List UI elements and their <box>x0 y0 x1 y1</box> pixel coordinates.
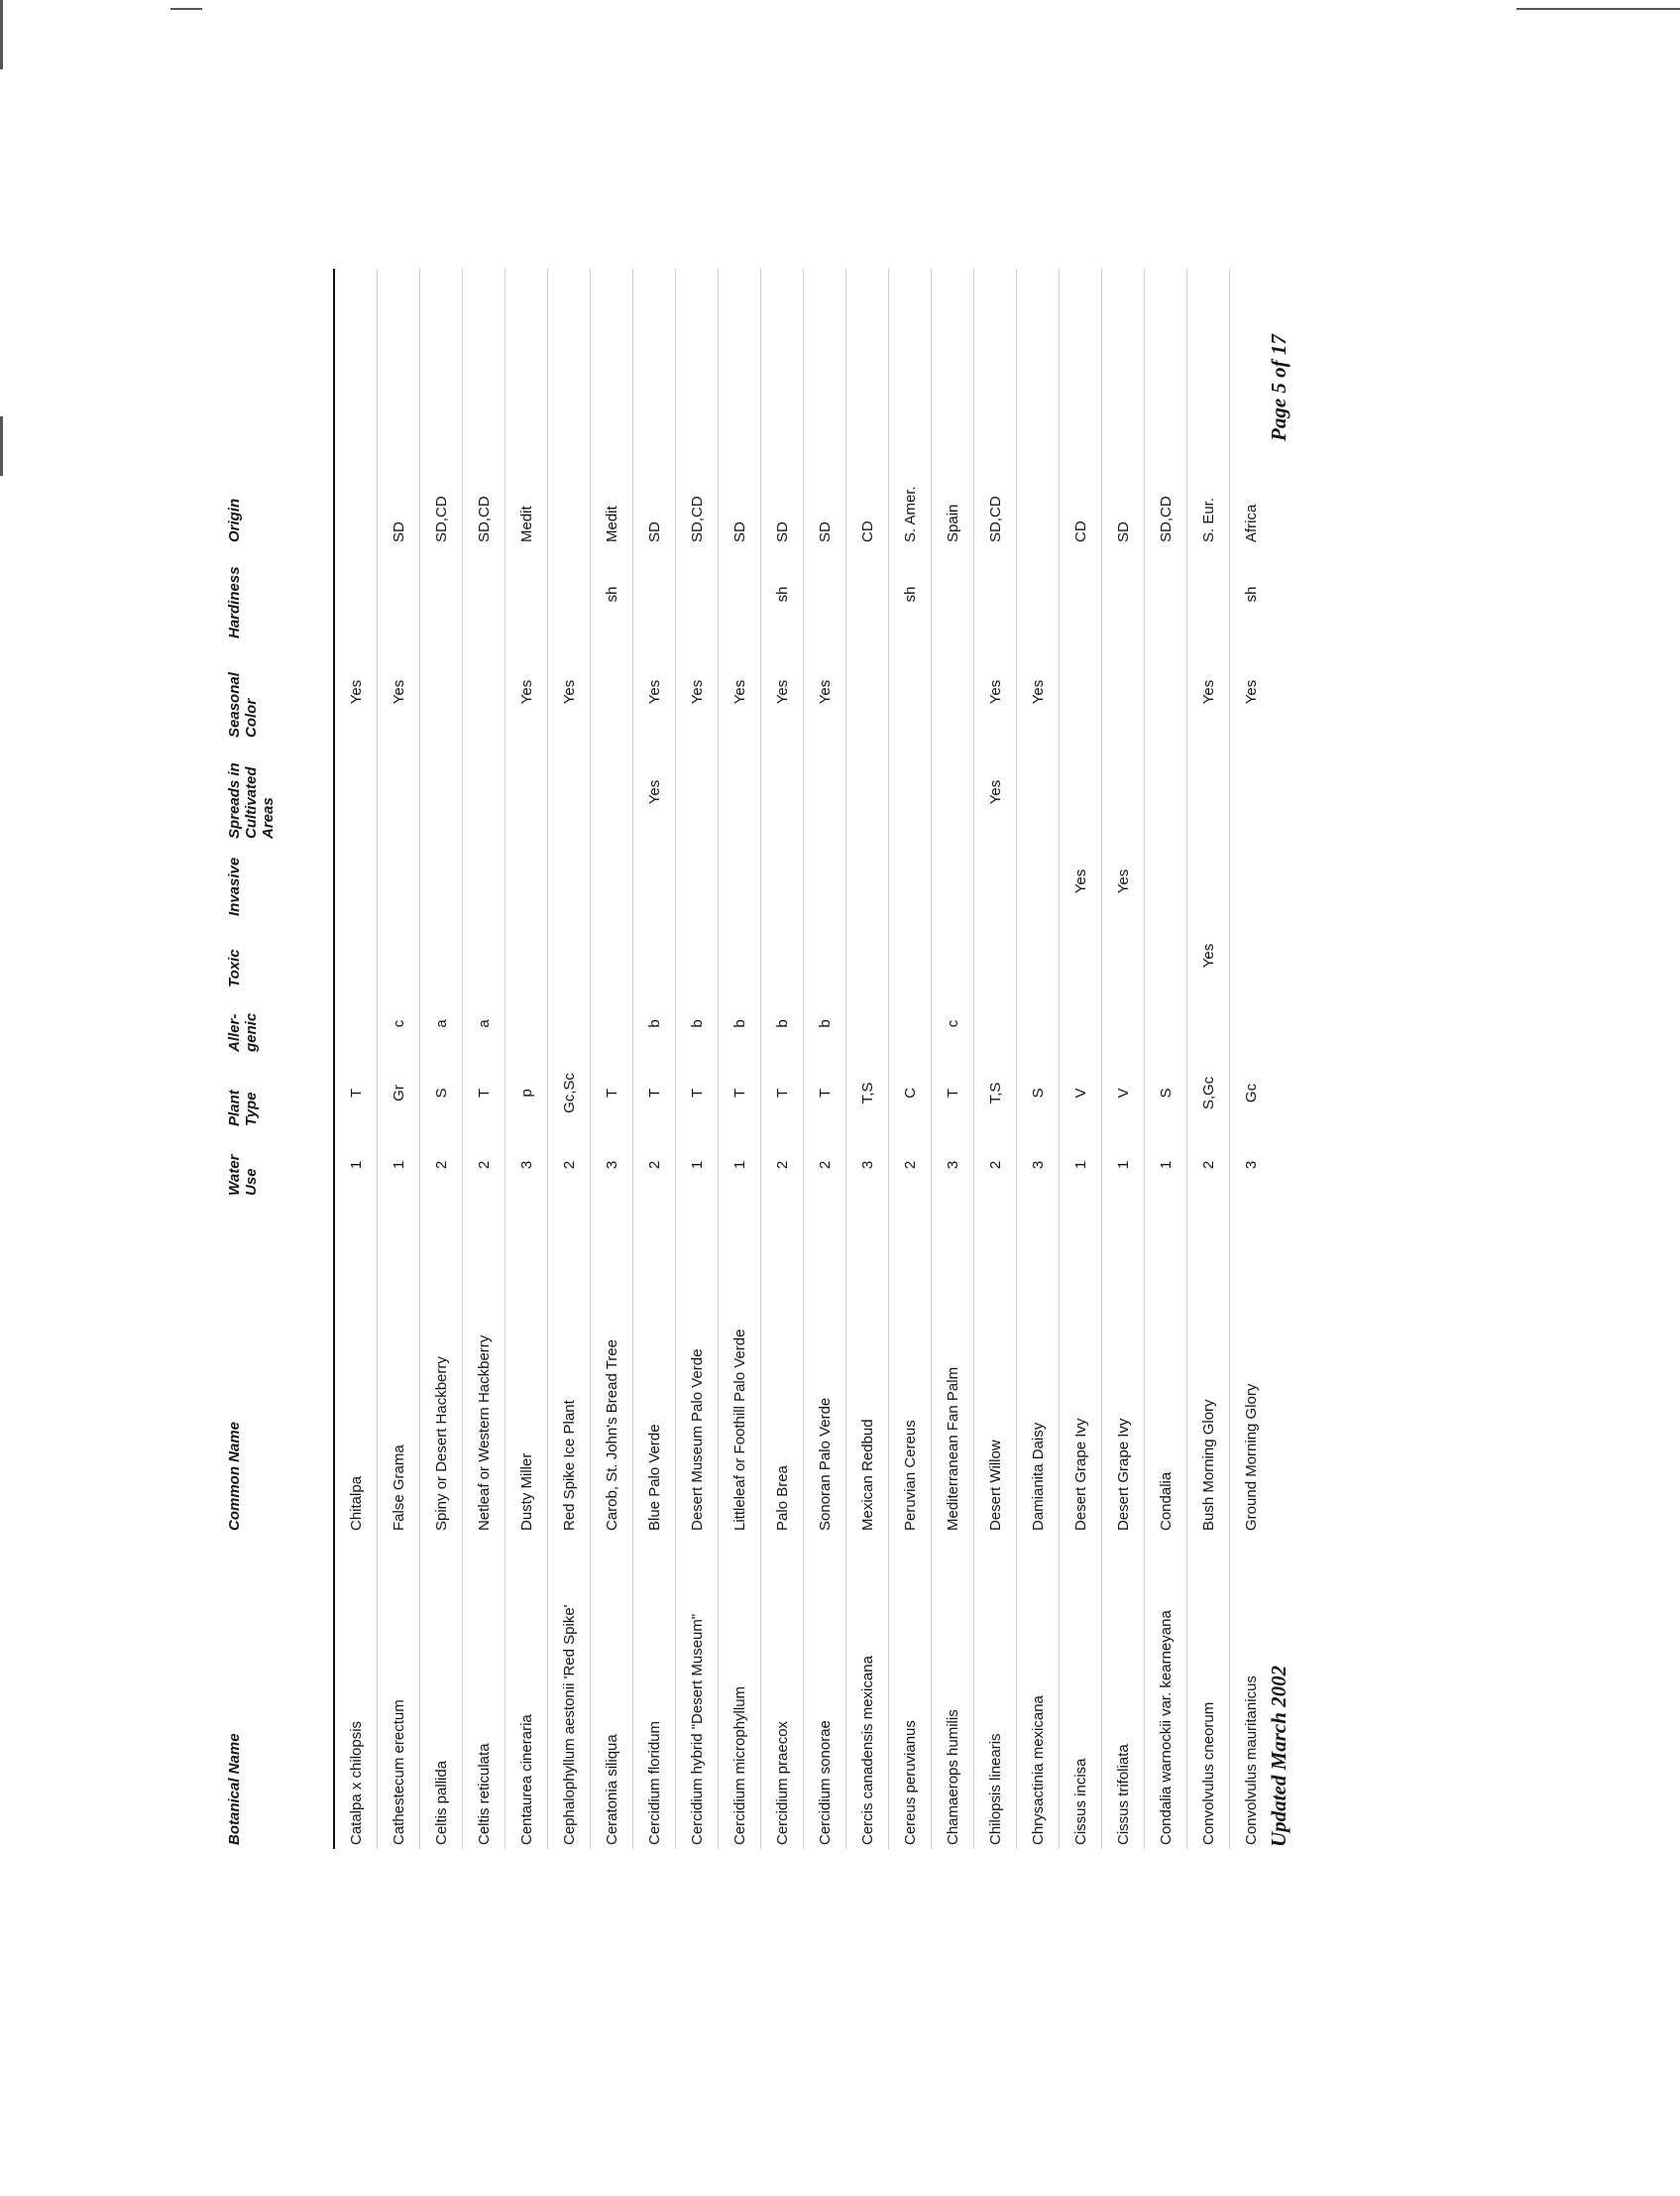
cell-origin: SD <box>378 269 420 546</box>
cell-botanical: Celtis pallida <box>420 1535 463 1849</box>
cell-water: 1 <box>1102 1130 1145 1200</box>
cell-allergenic <box>1187 991 1230 1056</box>
cell-type: C <box>889 1056 932 1130</box>
cell-allergenic: b <box>676 991 719 1056</box>
cell-toxic <box>378 920 420 991</box>
cell-seasonal <box>1102 642 1145 742</box>
cell-water: 1 <box>676 1130 719 1200</box>
cell-origin: SD <box>804 269 846 546</box>
cell-allergenic <box>889 991 932 1056</box>
page-number: Page 5 of 17 <box>1267 334 1290 441</box>
cell-hardiness: sh <box>1230 546 1273 642</box>
cell-origin <box>1017 269 1060 546</box>
cell-origin: Spain <box>932 269 974 546</box>
cell-origin: S. Eur. <box>1187 269 1230 546</box>
cell-origin: Medit <box>591 269 633 546</box>
cell-invasive <box>676 843 719 920</box>
cell-common: Bush Morning Glory <box>1187 1200 1230 1535</box>
cell-botanical: Catalpa x chilopsis <box>347 1720 365 1845</box>
cell-spreads <box>761 742 804 843</box>
cell-water: 2 <box>463 1130 505 1200</box>
cell-botanical: Cercidium sonorae <box>804 1535 846 1849</box>
cell-hardiness <box>974 546 1017 642</box>
cell-botanical: Cercidium microphyllum <box>719 1535 761 1849</box>
cell-toxic <box>804 920 846 991</box>
cell-toxic <box>889 920 932 991</box>
cell-spreads <box>505 742 548 843</box>
cell-water: 2 <box>804 1130 846 1200</box>
cell-type: T <box>932 1056 974 1130</box>
cell-seasonal: Yes <box>719 642 761 742</box>
header-allergenic: Aller- genic <box>220 991 334 1056</box>
cell-seasonal <box>463 642 505 742</box>
table-row <box>889 269 932 1849</box>
cell-botanical: Cercis canadensis mexicana <box>846 1535 889 1849</box>
cell-invasive <box>378 843 420 920</box>
cell-seasonal: Yes <box>761 642 804 742</box>
table-row <box>1017 269 1060 1849</box>
cell-water: 1 <box>378 1130 420 1200</box>
plant-table <box>220 269 1272 1849</box>
cell-toxic <box>676 920 719 991</box>
cell-origin: S. Amer. <box>889 269 932 546</box>
cell-seasonal: Yes <box>1230 642 1273 742</box>
cell-common: Desert Grape Ivy <box>1060 1200 1102 1535</box>
cell-allergenic: c <box>932 991 974 1056</box>
cell-spreads <box>463 742 505 843</box>
cell-water: 2 <box>633 1130 676 1200</box>
cell-common: Condalia <box>1145 1200 1187 1535</box>
cell-common: Ground Morning Glory <box>1230 1200 1273 1535</box>
cell-type: V <box>1102 1056 1145 1130</box>
cell-water: 2 <box>1187 1130 1230 1200</box>
cell-seasonal <box>932 642 974 742</box>
cell-toxic <box>1145 920 1187 991</box>
cell-origin: CD <box>846 269 889 546</box>
cell-origin: Medit <box>505 269 548 546</box>
table-row <box>633 269 676 1849</box>
cell-botanical: Chilopsis linearis <box>974 1535 1017 1849</box>
scan-mark <box>1516 8 1680 10</box>
cell-water: 1 <box>719 1130 761 1200</box>
cell-toxic <box>1102 920 1145 991</box>
cell-origin: SD,CD <box>1145 269 1187 546</box>
cell-seasonal: Yes <box>804 642 846 742</box>
cell-hardiness: sh <box>761 546 804 642</box>
table-row <box>505 269 548 1849</box>
table-row <box>804 269 846 1849</box>
cell-invasive <box>1230 843 1273 920</box>
cell-common: Desert Willow <box>974 1200 1017 1535</box>
cell-type: T,S <box>974 1056 1017 1130</box>
cell-water: 3 <box>1017 1130 1060 1200</box>
cell-origin: SD <box>633 269 676 546</box>
cell-hardiness <box>932 546 974 642</box>
cell-botanical: Cereus peruvianus <box>889 1535 932 1849</box>
cell-common: Dusty Miller <box>505 1200 548 1535</box>
cell-hardiness <box>1060 546 1102 642</box>
cell-allergenic: a <box>463 991 505 1056</box>
cell-invasive <box>633 843 676 920</box>
cell-allergenic <box>1145 991 1187 1056</box>
cell-spreads <box>719 742 761 843</box>
cell-water: 1 <box>1060 1130 1102 1200</box>
cell-botanical: Cephalophyllum aestonii 'Red Spike' <box>548 1535 591 1849</box>
cell-common: Damianita Daisy <box>1017 1200 1060 1535</box>
cell-origin: CD <box>1060 269 1102 546</box>
cell-hardiness <box>1102 546 1145 642</box>
cell-type: S <box>420 1056 463 1130</box>
cell-allergenic <box>334 991 378 1056</box>
cell-toxic <box>719 920 761 991</box>
cell-botanical: Convolvulus mauritanicus <box>1230 1535 1273 1849</box>
cell-toxic <box>548 920 591 991</box>
cell-type: T <box>463 1056 505 1130</box>
cell-common: Chitalpa <box>347 1475 365 1531</box>
cell-common: Blue Palo Verde <box>633 1200 676 1535</box>
cell-common: Red Spike Ice Plant <box>548 1200 591 1535</box>
cell-invasive <box>420 843 463 920</box>
table-row <box>378 269 420 1849</box>
cell-invasive <box>463 843 505 920</box>
cell-botanical: Cissus incisa <box>1060 1535 1102 1849</box>
table-header <box>220 269 334 1849</box>
scan-mark <box>170 8 202 10</box>
cell-type: S <box>1017 1056 1060 1130</box>
header-seasonal: Seasonal Color <box>220 642 334 742</box>
cell-botanical: Cercidium hybrid "Desert Museum" <box>676 1535 719 1849</box>
cell-invasive <box>846 843 889 920</box>
cell-hardiness <box>1145 546 1187 642</box>
cell-spreads <box>932 742 974 843</box>
cell-botanical: Chrysactinia mexicana <box>1017 1535 1060 1849</box>
cell-common: Carob, St. John's Bread Tree <box>591 1200 633 1535</box>
cell-common: Desert Grape Ivy <box>1102 1200 1145 1535</box>
cell-toxic <box>846 920 889 991</box>
cell-invasive <box>1017 843 1060 920</box>
cell-type: V <box>1060 1056 1102 1130</box>
table-row <box>548 269 591 1849</box>
cell-botanical: Cercidium floridum <box>633 1535 676 1849</box>
cell-toxic <box>1230 920 1273 991</box>
cell-seasonal <box>1145 642 1187 742</box>
cell-allergenic: b <box>804 991 846 1056</box>
table-row <box>1145 269 1187 1849</box>
cell-common: False Grama <box>378 1200 420 1535</box>
cell-hardiness <box>463 546 505 642</box>
cell-spreads: Yes <box>633 742 676 843</box>
cell-spreads <box>1017 742 1060 843</box>
cell-type: T <box>804 1056 846 1130</box>
cell-seasonal <box>889 642 932 742</box>
cell-origin: SD,CD <box>676 269 719 546</box>
cell-hardiness <box>548 546 591 642</box>
cell-allergenic <box>1060 991 1102 1056</box>
cell-spreads <box>1060 742 1102 843</box>
table-body <box>334 269 1272 1849</box>
table-row <box>1102 269 1145 1849</box>
cell-invasive: Yes <box>1060 843 1102 920</box>
cell-hardiness <box>846 546 889 642</box>
cell-spreads <box>889 742 932 843</box>
cell-type: T <box>633 1056 676 1130</box>
cell-toxic <box>633 920 676 991</box>
cell-invasive <box>1145 843 1187 920</box>
cell-allergenic: b <box>719 991 761 1056</box>
cell-seasonal: Yes <box>378 642 420 742</box>
cell-common: Sonoran Palo Verde <box>804 1200 846 1535</box>
cell-botanical: Cissus trifoliata <box>1102 1535 1145 1849</box>
cell-origin: SD,CD <box>420 269 463 546</box>
cell-seasonal <box>846 642 889 742</box>
header-invasive: Invasive <box>220 843 334 920</box>
header-hardiness: Hardiness <box>220 546 334 642</box>
cell-spreads <box>676 742 719 843</box>
scan-mark <box>0 0 3 69</box>
cell-allergenic <box>846 991 889 1056</box>
cell-hardiness <box>676 546 719 642</box>
cell-spreads <box>1187 742 1230 843</box>
cell-spreads <box>591 742 633 843</box>
cell-seasonal <box>591 642 633 742</box>
cell-toxic <box>932 920 974 991</box>
cell-common: Desert Museum Palo Verde <box>676 1200 719 1535</box>
cell-invasive <box>505 843 548 920</box>
cell-invasive <box>334 843 378 920</box>
cell-seasonal: Yes <box>548 642 591 742</box>
table-row <box>719 269 761 1849</box>
cell-type: T,S <box>846 1056 889 1130</box>
cell-hardiness <box>420 546 463 642</box>
cell-spreads <box>846 742 889 843</box>
cell-allergenic <box>548 991 591 1056</box>
cell-seasonal: Yes <box>676 642 719 742</box>
table-row <box>932 269 974 1849</box>
cell-invasive <box>889 843 932 920</box>
cell-type: S,Gc <box>1187 1056 1230 1130</box>
cell-spreads <box>334 742 378 843</box>
table-row <box>591 269 633 1849</box>
cell-toxic <box>505 920 548 991</box>
header-origin: Origin <box>220 269 334 546</box>
table-row <box>846 269 889 1849</box>
cell-common: Netleaf or Western Hackberry <box>463 1200 505 1535</box>
cell-type: Gc <box>1230 1056 1273 1130</box>
cell-water: 1 <box>1145 1130 1187 1200</box>
cell-allergenic <box>505 991 548 1056</box>
cell-common: Peruvian Cereus <box>889 1200 932 1535</box>
cell-spreads <box>1145 742 1187 843</box>
header-toxic: Toxic <box>220 920 334 991</box>
cell-botanical: Centaurea cineraria <box>505 1535 548 1849</box>
header-spreads: Spreads in Cultivated Areas <box>220 742 334 843</box>
header-common: Common Name <box>220 1200 334 1535</box>
cell-type: S <box>1145 1056 1187 1130</box>
cell-spreads <box>548 742 591 843</box>
cell-botanical: Condalia warnockii var. kearneyana <box>1145 1535 1187 1849</box>
header-water: Water Use <box>220 1130 334 1200</box>
cell-common: Mexican Redbud <box>846 1200 889 1535</box>
cell-toxic <box>974 920 1017 991</box>
cell-seasonal <box>420 642 463 742</box>
cell-spreads <box>378 742 420 843</box>
cell-toxic <box>463 920 505 991</box>
cell-toxic: Yes <box>1187 920 1230 991</box>
table-row <box>1060 269 1102 1849</box>
cell-invasive <box>804 843 846 920</box>
cell-seasonal: Yes <box>347 679 365 705</box>
cell-allergenic: c <box>378 991 420 1056</box>
cell-botanical: Celtis reticulata <box>463 1535 505 1849</box>
cell-spreads <box>1230 742 1273 843</box>
cell-botanical: Chamaerops humilis <box>932 1535 974 1849</box>
cell-origin: SD <box>1102 269 1145 546</box>
cell-seasonal: Yes <box>633 642 676 742</box>
cell-hardiness: sh <box>591 546 633 642</box>
cell-toxic <box>420 920 463 991</box>
cell-invasive <box>591 843 633 920</box>
cell-common: Spiny or Desert Hackberry <box>420 1200 463 1535</box>
cell-water: 2 <box>889 1130 932 1200</box>
cell-hardiness <box>633 546 676 642</box>
cell-hardiness <box>719 546 761 642</box>
cell-water: 3 <box>846 1130 889 1200</box>
cell-allergenic: b <box>761 991 804 1056</box>
cell-invasive <box>761 843 804 920</box>
cell-toxic <box>334 920 378 991</box>
cell-seasonal <box>1060 642 1102 742</box>
cell-origin <box>334 269 378 546</box>
header-plant-type: Plant Type <box>220 1056 334 1130</box>
cell-invasive: Yes <box>1102 843 1145 920</box>
cell-water: 1 <box>347 1160 365 1170</box>
cell-seasonal: Yes <box>505 642 548 742</box>
cell-water: 3 <box>932 1130 974 1200</box>
cell-toxic <box>1060 920 1102 991</box>
cell-type: T <box>761 1056 804 1130</box>
cell-toxic <box>1017 920 1060 991</box>
cell-toxic <box>761 920 804 991</box>
cell-water: 3 <box>1230 1130 1273 1200</box>
cell-water: 2 <box>420 1130 463 1200</box>
cell-hardiness <box>1017 546 1060 642</box>
cell-invasive <box>1187 843 1230 920</box>
cell-hardiness <box>505 546 548 642</box>
cell-seasonal: Yes <box>974 642 1017 742</box>
table-row <box>463 269 505 1849</box>
cell-spreads <box>804 742 846 843</box>
cell-water: 2 <box>761 1130 804 1200</box>
cell-botanical: Convolvulus cneorum <box>1187 1535 1230 1849</box>
cell-origin: SD <box>719 269 761 546</box>
table-row <box>676 269 719 1849</box>
cell-type: T <box>591 1056 633 1130</box>
cell-allergenic <box>1017 991 1060 1056</box>
cell-botanical: Cathestecum erectum <box>378 1535 420 1849</box>
cell-seasonal: Yes <box>1017 642 1060 742</box>
cell-spreads: Yes <box>974 742 1017 843</box>
updated-date: Updated March 2002 <box>1267 1665 1290 1847</box>
table-row <box>761 269 804 1849</box>
cell-hardiness <box>334 546 378 642</box>
cell-water: 2 <box>548 1130 591 1200</box>
cell-type: T <box>676 1056 719 1130</box>
cell-type: Gc,Sc <box>548 1056 591 1130</box>
cell-allergenic: a <box>420 991 463 1056</box>
cell-botanical: Cercidium praecox <box>761 1535 804 1849</box>
cell-water: 3 <box>505 1130 548 1200</box>
cell-invasive <box>974 843 1017 920</box>
cell-common: Palo Brea <box>761 1200 804 1535</box>
cell-allergenic <box>974 991 1017 1056</box>
cell-origin: SD,CD <box>974 269 1017 546</box>
cell-common: Littleleaf or Foothill Palo Verde <box>719 1200 761 1535</box>
cell-common: Mediterranean Fan Palm <box>932 1200 974 1535</box>
cell-water: 3 <box>591 1130 633 1200</box>
table-row <box>1230 269 1273 1849</box>
table-row <box>974 269 1017 1849</box>
cell-toxic <box>591 920 633 991</box>
cell-seasonal: Yes <box>1187 642 1230 742</box>
cell-hardiness: sh <box>889 546 932 642</box>
table-row <box>334 269 378 1849</box>
cell-origin: SD <box>761 269 804 546</box>
cell-water: 2 <box>974 1130 1017 1200</box>
header-botanical: Botanical Name <box>220 1535 334 1849</box>
cell-origin <box>548 269 591 546</box>
cell-allergenic: b <box>633 991 676 1056</box>
cell-type: T <box>719 1056 761 1130</box>
cell-hardiness <box>378 546 420 642</box>
cell-allergenic <box>1102 991 1145 1056</box>
cell-invasive <box>548 843 591 920</box>
cell-type: T <box>347 1088 365 1098</box>
cell-hardiness <box>1187 546 1230 642</box>
cell-type: p <box>505 1056 548 1130</box>
cell-allergenic <box>1230 991 1273 1056</box>
table-row <box>1187 269 1230 1849</box>
cell-spreads <box>420 742 463 843</box>
cell-botanical: Ceratonia siliqua <box>591 1535 633 1849</box>
cell-allergenic <box>591 991 633 1056</box>
cell-hardiness <box>804 546 846 642</box>
cell-origin: SD,CD <box>463 269 505 546</box>
cell-spreads <box>1102 742 1145 843</box>
cell-invasive <box>932 843 974 920</box>
cell-invasive <box>719 843 761 920</box>
table-row <box>420 269 463 1849</box>
cell-type: Gr <box>378 1056 420 1130</box>
scan-mark <box>0 416 3 476</box>
cell-origin: Africa <box>1230 269 1273 546</box>
